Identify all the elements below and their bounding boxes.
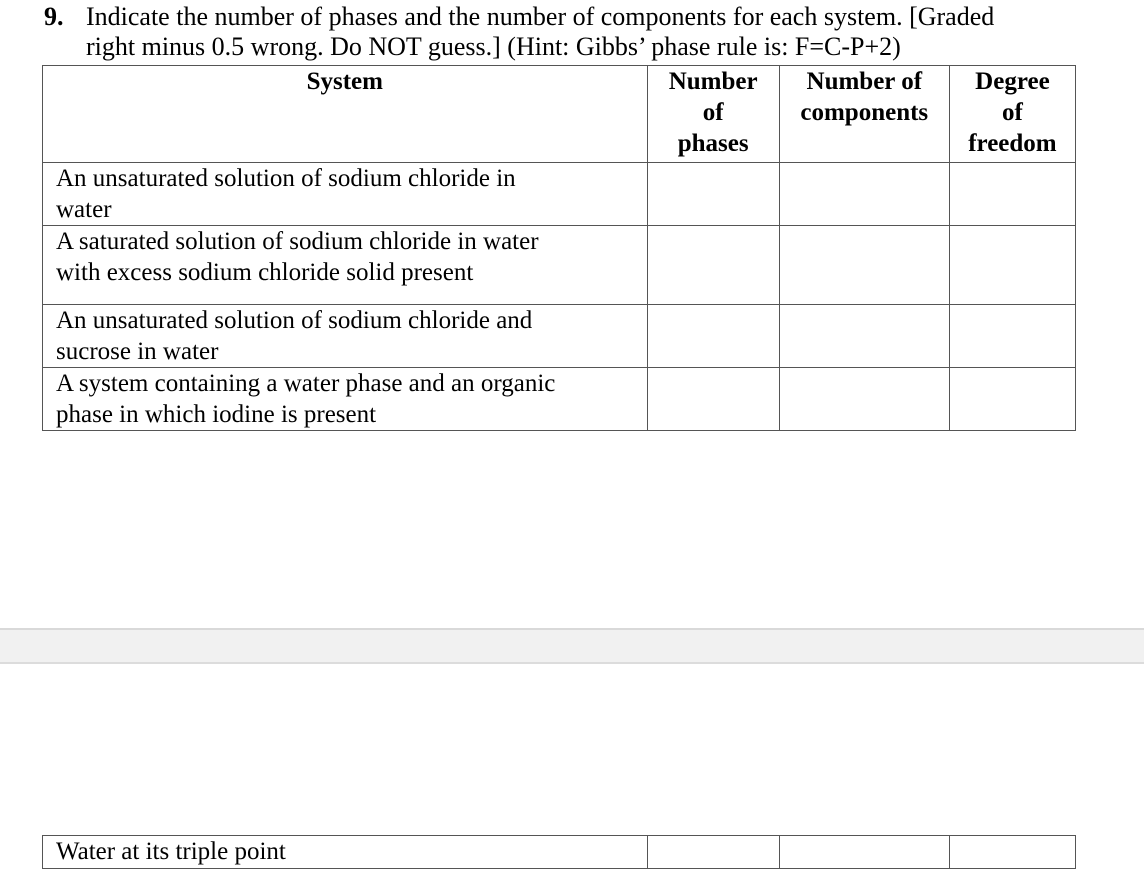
- question-number: 9.: [44, 2, 64, 31]
- components-answer-cell[interactable]: [779, 226, 949, 305]
- table-row: [43, 836, 1076, 869]
- components-answer-cell[interactable]: [779, 368, 949, 431]
- question-line-2: right minus 0.5 wrong. Do NOT guess.] (Hint: Gibbs’ phase rule is: F=C-P+2): [86, 32, 901, 61]
- phases-answer-cell[interactable]: [647, 226, 779, 305]
- header-number-of-components: Number of components: [779, 66, 949, 163]
- dof-answer-cell[interactable]: [949, 163, 1075, 226]
- system-cell: An unsaturated solution of sodium chloride in water: [43, 163, 648, 226]
- dof-answer-cell[interactable]: [949, 226, 1075, 305]
- dof-answer-cell[interactable]: [949, 368, 1075, 431]
- phase-table: [42, 65, 1076, 431]
- header-degree-of-freedom: Degree of freedom: [949, 66, 1075, 163]
- phases-answer-cell[interactable]: [647, 163, 779, 226]
- system-cell: A system containing a water phase and an organic phase in which iodine is present: [43, 368, 648, 431]
- system-cell: An unsaturated solution of sodium chloride and sucrose in water: [43, 305, 648, 368]
- table-header-row: [43, 66, 1076, 163]
- table-row: [43, 368, 1076, 431]
- phases-answer-cell[interactable]: [647, 305, 779, 368]
- components-answer-cell[interactable]: [779, 163, 949, 226]
- question-line-1: [44, 2, 1134, 32]
- components-answer-cell[interactable]: [779, 836, 949, 869]
- dof-answer-cell[interactable]: [949, 836, 1075, 869]
- system-cell: Water at its triple point: [43, 836, 648, 869]
- table-row: [43, 226, 1076, 305]
- phase-table-continued: [42, 835, 1076, 869]
- table-row: [43, 163, 1076, 226]
- header-number-of-phases: Number of phases: [647, 66, 779, 163]
- header-system: System: [43, 66, 648, 163]
- system-cell: A saturated solution of sodium chloride in water with excess sodium chloride solid present: [43, 226, 648, 305]
- question-text: [44, 2, 1134, 62]
- page-break-divider: [0, 628, 1144, 664]
- table-row: [43, 305, 1076, 368]
- dof-answer-cell[interactable]: [949, 305, 1075, 368]
- phases-answer-cell[interactable]: [647, 368, 779, 431]
- question-line-1-text: Indicate the number of phases and the number of components for each system. [Graded: [86, 2, 995, 31]
- components-answer-cell[interactable]: [779, 305, 949, 368]
- phases-answer-cell[interactable]: [647, 836, 779, 869]
